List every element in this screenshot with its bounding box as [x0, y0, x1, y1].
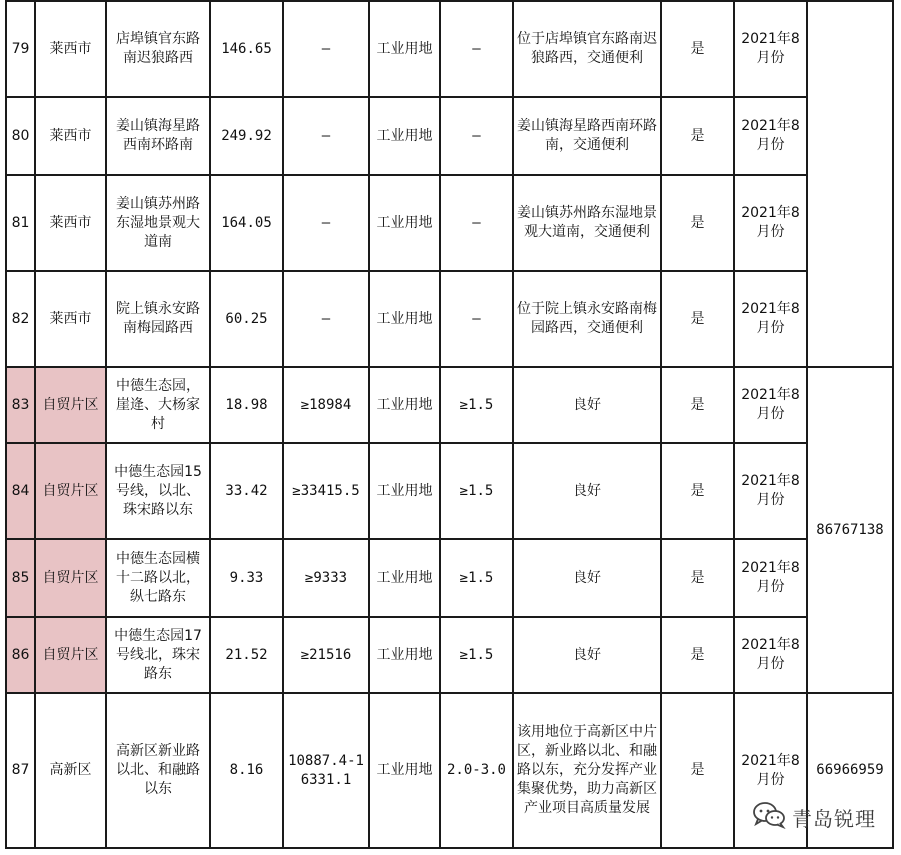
table-row — [6, 271, 893, 367]
district-cell: 自贸片区 — [35, 539, 106, 617]
table-row — [6, 97, 893, 175]
plot-ratio-cell: — — [440, 1, 513, 97]
area-cell: 164.05 — [210, 175, 283, 271]
price-cell: ≥33415.5 — [283, 443, 369, 539]
location-cell: 姜山镇苏州路东湿地景观大道南 — [106, 175, 210, 271]
land-use-cell: 工业用地 — [369, 175, 440, 271]
area-cell: 21.52 — [210, 617, 283, 693]
available-cell: 是 — [661, 97, 734, 175]
area-cell: 33.42 — [210, 443, 283, 539]
time-cell: 2021年8月份 — [734, 617, 807, 693]
available-cell: 是 — [661, 175, 734, 271]
condition-cell: 位于店埠镇官东路南迟狼路西，交通便利 — [513, 1, 661, 97]
row-number: 84 — [6, 443, 35, 539]
available-cell: 是 — [661, 367, 734, 443]
table-row — [6, 443, 893, 539]
location-cell: 姜山镇海星路西南环路南 — [106, 97, 210, 175]
condition-cell: 该用地位于高新区中片区，新业路以北、和融路以东，充分发挥产业集聚优势，助力高新区产业项目高质量发展 — [513, 693, 661, 848]
time-cell: 2021年8月份 — [734, 175, 807, 271]
land-use-cell: 工业用地 — [369, 617, 440, 693]
available-cell: 是 — [661, 693, 734, 848]
price-cell: — — [283, 271, 369, 367]
price-cell: — — [283, 1, 369, 97]
area-cell: 146.65 — [210, 1, 283, 97]
area-cell: 8.16 — [210, 693, 283, 848]
land-use-cell: 工业用地 — [369, 367, 440, 443]
plot-ratio-cell: ≥1.5 — [440, 539, 513, 617]
location-cell: 院上镇永安路南梅园路西 — [106, 271, 210, 367]
time-cell: 2021年8月份 — [734, 539, 807, 617]
land-use-cell: 工业用地 — [369, 97, 440, 175]
available-cell: 是 — [661, 617, 734, 693]
district-cell: 莱西市 — [35, 1, 106, 97]
condition-cell: 姜山镇苏州路东湿地景观大道南，交通便利 — [513, 175, 661, 271]
time-cell: 2021年8月份 — [734, 1, 807, 97]
location-cell: 高新区新业路以北、和融路以东 — [106, 693, 210, 848]
location-cell: 店埠镇官东路南迟狼路西 — [106, 1, 210, 97]
watermark-text: 青岛锐理 — [792, 806, 876, 831]
table-row — [6, 617, 893, 693]
price-cell: 10887.4-16331.1 — [283, 693, 369, 848]
contact-phone-cell: 66966959 — [807, 693, 893, 848]
condition-cell: 姜山镇海星路西南环路南，交通便利 — [513, 97, 661, 175]
table-row — [6, 367, 893, 443]
row-number: 82 — [6, 271, 35, 367]
table-row — [6, 1, 893, 97]
land-use-cell: 工业用地 — [369, 1, 440, 97]
area-cell: 60.25 — [210, 271, 283, 367]
available-cell: 是 — [661, 1, 734, 97]
table-row — [6, 539, 893, 617]
area-cell: 18.98 — [210, 367, 283, 443]
land-use-cell: 工业用地 — [369, 693, 440, 848]
price-cell: — — [283, 97, 369, 175]
district-cell: 莱西市 — [35, 271, 106, 367]
available-cell: 是 — [661, 271, 734, 367]
available-cell: 是 — [661, 443, 734, 539]
table-row — [6, 175, 893, 271]
condition-cell: 良好 — [513, 443, 661, 539]
price-cell: ≥18984 — [283, 367, 369, 443]
land-use-cell: 工业用地 — [369, 271, 440, 367]
location-cell: 中德生态园横十二路以北，纵七路东 — [106, 539, 210, 617]
contact-phone-cell: 86767138 — [807, 367, 893, 693]
contact-cell-empty — [807, 1, 893, 367]
area-cell: 249.92 — [210, 97, 283, 175]
price-cell: — — [283, 175, 369, 271]
district-cell: 自贸片区 — [35, 617, 106, 693]
row-number: 83 — [6, 367, 35, 443]
row-number: 80 — [6, 97, 35, 175]
land-use-cell: 工业用地 — [369, 443, 440, 539]
time-cell: 2021年8月份 — [734, 693, 807, 848]
location-cell: 中德生态园17号线北，珠宋路东 — [106, 617, 210, 693]
time-cell: 2021年8月份 — [734, 367, 807, 443]
condition-cell: 良好 — [513, 617, 661, 693]
row-number: 79 — [6, 1, 35, 97]
plot-ratio-cell: ≥1.5 — [440, 617, 513, 693]
district-cell: 莱西市 — [35, 97, 106, 175]
plot-ratio-cell: ≥1.5 — [440, 443, 513, 539]
plot-ratio-cell: 2.0-3.0 — [440, 693, 513, 848]
plot-ratio-cell: — — [440, 175, 513, 271]
available-cell: 是 — [661, 539, 734, 617]
condition-cell: 位于院上镇永安路南梅园路西，交通便利 — [513, 271, 661, 367]
time-cell: 2021年8月份 — [734, 271, 807, 367]
price-cell: ≥9333 — [283, 539, 369, 617]
land-listing-table — [5, 0, 894, 849]
time-cell: 2021年8月份 — [734, 443, 807, 539]
area-cell: 9.33 — [210, 539, 283, 617]
row-number: 86 — [6, 617, 35, 693]
time-cell: 2021年8月份 — [734, 97, 807, 175]
land-use-cell: 工业用地 — [369, 539, 440, 617]
watermark — [752, 800, 876, 834]
district-cell: 自贸片区 — [35, 443, 106, 539]
row-number: 85 — [6, 539, 35, 617]
condition-cell: 良好 — [513, 539, 661, 617]
district-cell: 自贸片区 — [35, 367, 106, 443]
row-number: 81 — [6, 175, 35, 271]
wechat-icon — [752, 801, 786, 833]
plot-ratio-cell: ≥1.5 — [440, 367, 513, 443]
condition-cell: 良好 — [513, 367, 661, 443]
price-cell: ≥21516 — [283, 617, 369, 693]
plot-ratio-cell: — — [440, 271, 513, 367]
district-cell: 莱西市 — [35, 175, 106, 271]
district-cell: 高新区 — [35, 693, 106, 848]
plot-ratio-cell: — — [440, 97, 513, 175]
row-number: 87 — [6, 693, 35, 848]
location-cell: 中德生态园15号线，以北、珠宋路以东 — [106, 443, 210, 539]
location-cell: 中德生态园，崖逄、大杨家村 — [106, 367, 210, 443]
